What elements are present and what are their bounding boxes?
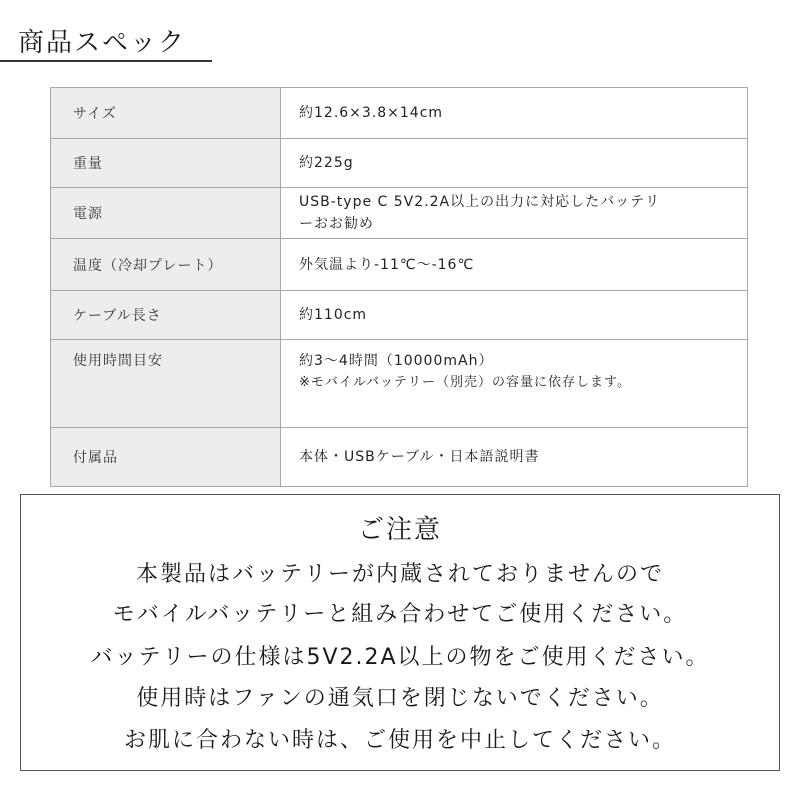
section-title: 商品スペック <box>18 28 187 58</box>
caution-line-3: バッテリーの仕様は5V2.2A以上の物をご使用ください。 <box>90 645 710 670</box>
spec-value-weight: 約225g <box>281 139 748 188</box>
table-row <box>51 188 748 239</box>
spec-label-power: 電源 <box>51 188 281 239</box>
table-row <box>51 139 748 188</box>
spec-value-cable-length: 約110cm <box>281 291 748 340</box>
caution-line-5: お肌に合わない時は、ご使用を中止してください。 <box>123 728 676 753</box>
table-row <box>51 291 748 340</box>
spec-value-power <box>281 188 748 239</box>
caution-box <box>20 494 780 771</box>
table-row <box>51 340 748 428</box>
spec-label-weight: 重量 <box>51 139 281 188</box>
spec-value-usage-time <box>281 340 748 428</box>
spec-label-temperature: 温度（冷却プレート） <box>51 239 281 291</box>
title-underline <box>0 60 212 62</box>
caution-title: ご注意 <box>357 515 442 545</box>
table-row <box>51 239 748 291</box>
spec-value-usage-time-main: 約3～4時間（10000mAh） <box>299 353 494 369</box>
spec-label-usage-time: 使用時間目安 <box>51 340 281 428</box>
spec-label-accessories: 付属品 <box>51 428 281 487</box>
spec-label-cable-length: ケーブル長さ <box>51 291 281 340</box>
spec-value-temperature: 外気温より-11℃～-16℃ <box>281 239 748 291</box>
spec-value-power-line1: USB-type C 5V2.2A以上の出力に対応したバッテリ <box>299 194 661 210</box>
spec-label-size: サイズ <box>51 88 281 139</box>
caution-line-1: 本製品はバッテリーが内蔵されておりませんので <box>135 562 664 587</box>
caution-line-2: モバイルバッテリーと組み合わせてご使用ください。 <box>112 602 688 627</box>
table-row <box>51 88 748 139</box>
spec-value-size: 約12.6×3.8×14cm <box>281 88 748 139</box>
spec-table <box>50 87 748 487</box>
table-row <box>51 428 748 487</box>
caution-line-4: 使用時はファンの通気口を閉じないでください。 <box>136 686 664 711</box>
spec-value-usage-time-note: ※モバイルバッテリー（別売）の容量に依存します。 <box>299 375 631 390</box>
spec-value-power-line2: ーおお勧め <box>299 216 374 232</box>
spec-value-accessories: 本体・USBケーブル・日本語説明書 <box>281 428 748 487</box>
